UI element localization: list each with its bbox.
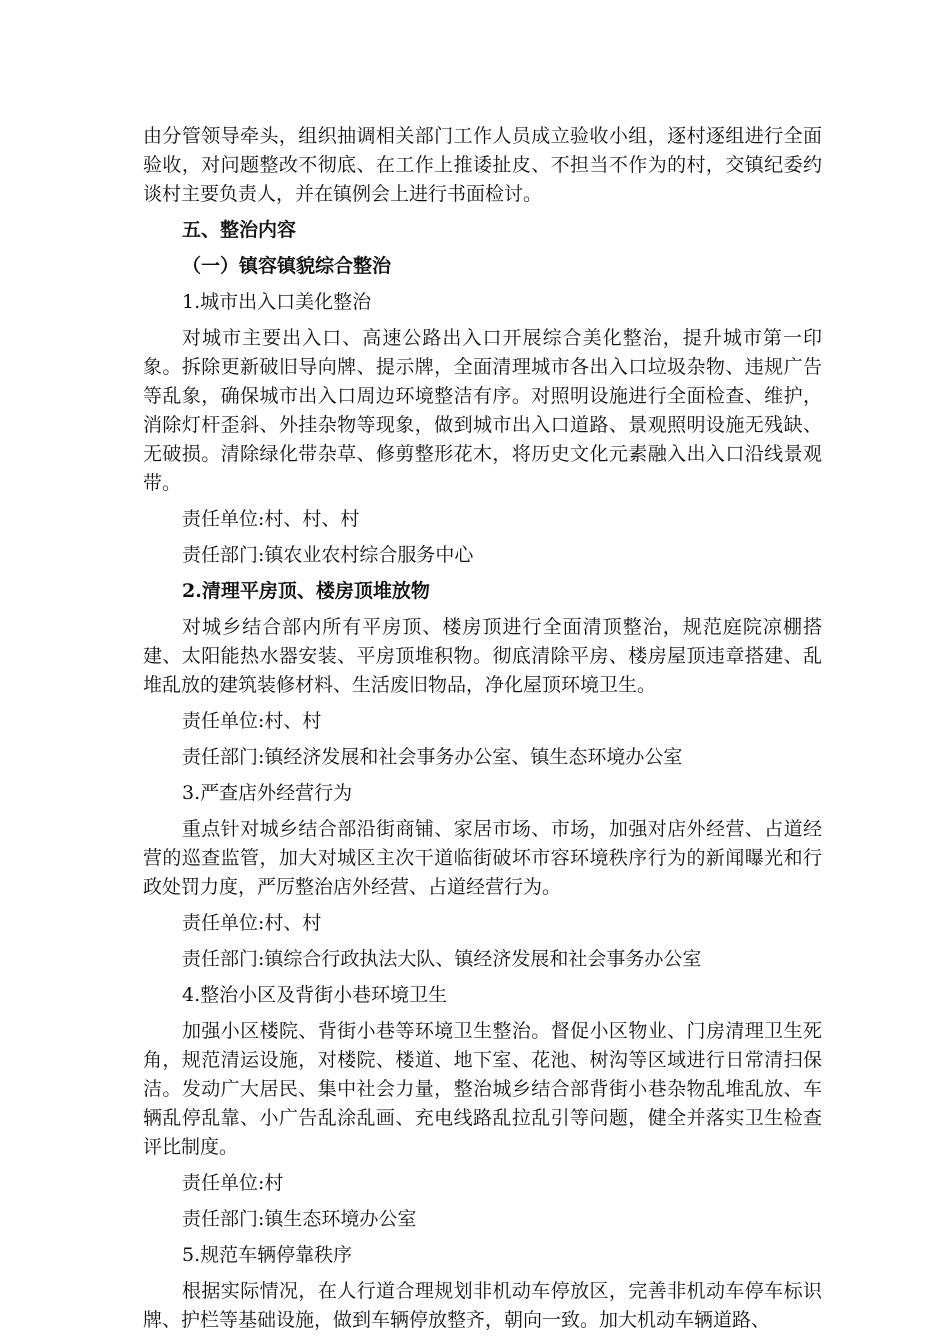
paragraph-city-entrance: 对城市主要出入口、高速公路出入口开展综合美化整治，提升城市第一印象。拆除更新破旧导向牌、提示牌，全面清理城市各出入口垃圾杂物、违规广告等乱象，确保城市出入口周边环境整洁有序。对照明设施进行全面检查、维护，消除灯杆歪斜、外挂杂物等现象，做到城市出入口道路、景观照明设施无残缺、无破损。清除绿化带杂草、修剪整形花木，将历史文化元素融入出入口沿线景观带。 — [143, 327, 822, 494]
subsection-heading-town-appearance: （一）镇容镇貌综合整治 — [182, 255, 392, 277]
item-heading-rooftop-clearing: 2.清理平房顶、楼房顶堆放物 — [182, 580, 430, 602]
responsible-department: 责任部门:镇生态环境办公室 — [182, 1208, 417, 1230]
paragraph-community-sanitation: 加强小区楼院、背街小巷等环境卫生整治。督促小区物业、门房清理卫生死角，规范清运设施，对楼院、楼道、地下室、花池、树沟等区域进行日常清扫保洁。发动广大居民、集中社会力量，整治城乡结合部背街小巷杂物乱堆乱放、车辆乱停乱靠、小广告乱涂乱画、充电线路乱拉乱引等问题，健全并落实卫生检查评比制度。 — [143, 1020, 822, 1158]
item-heading-community-sanitation: 4.整治小区及背街小巷环境卫生 — [182, 984, 448, 1006]
responsible-department: 责任部门:镇综合行政执法大队、镇经济发展和社会事务办公室 — [182, 948, 702, 970]
responsible-unit: 责任单位:村、村 — [182, 710, 322, 732]
paragraph-acceptance: 由分管领导牵头，组织抽调相关部门工作人员成立验收小组，逐村逐组进行全面验收，对问题整改不彻底、在工作上推诿扯皮、不担当不作为的村，交镇纪委约谈村主要负责人，并在镇例会上进行书面检讨。 — [143, 125, 822, 205]
responsible-unit: 责任单位:村、村 — [182, 912, 322, 934]
item-heading-outdoor-business: 3.严查店外经营行为 — [182, 782, 353, 804]
paragraph-vehicle-parking: 根据实际情况，在人行道合理规划非机动车停放区，完善非机动车停车标识牌、护栏等基础设施，做到车辆停放整齐，朝向一致。加大机动车辆道路、 — [143, 1280, 822, 1331]
item-heading-vehicle-parking: 5.规范车辆停靠秩序 — [182, 1244, 353, 1266]
responsible-unit: 责任单位:村、村、村 — [182, 508, 360, 530]
section-heading-rectification-content: 五、整治内容 — [182, 219, 297, 241]
responsible-department: 责任部门:镇农业农村综合服务中心 — [182, 544, 474, 566]
item-heading-city-entrance: 1.城市出入口美化整治 — [182, 291, 372, 313]
responsible-unit: 责任单位:村 — [182, 1172, 284, 1194]
paragraph-outdoor-business: 重点针对城乡结合部沿街商铺、家居市场、市场，加强对店外经营、占道经营的巡查监管，加大对城区主次干道临街破坏市容环境秩序行为的新闻曝光和行政处罚力度，严厉整治店外经营、占道经营行为。 — [143, 818, 822, 898]
paragraph-rooftop-clearing: 对城乡结合部内所有平房顶、楼房顶进行全面清顶整治，规范庭院凉棚搭建、太阳能热水器安装、平房顶堆积物。彻底清除平房、楼房屋顶违章搭建、乱堆乱放的建筑装修材料、生活废旧物品，净化屋顶环境卫生。 — [143, 616, 822, 696]
responsible-department: 责任部门:镇经济发展和社会事务办公室、镇生态环境办公室 — [182, 746, 683, 768]
